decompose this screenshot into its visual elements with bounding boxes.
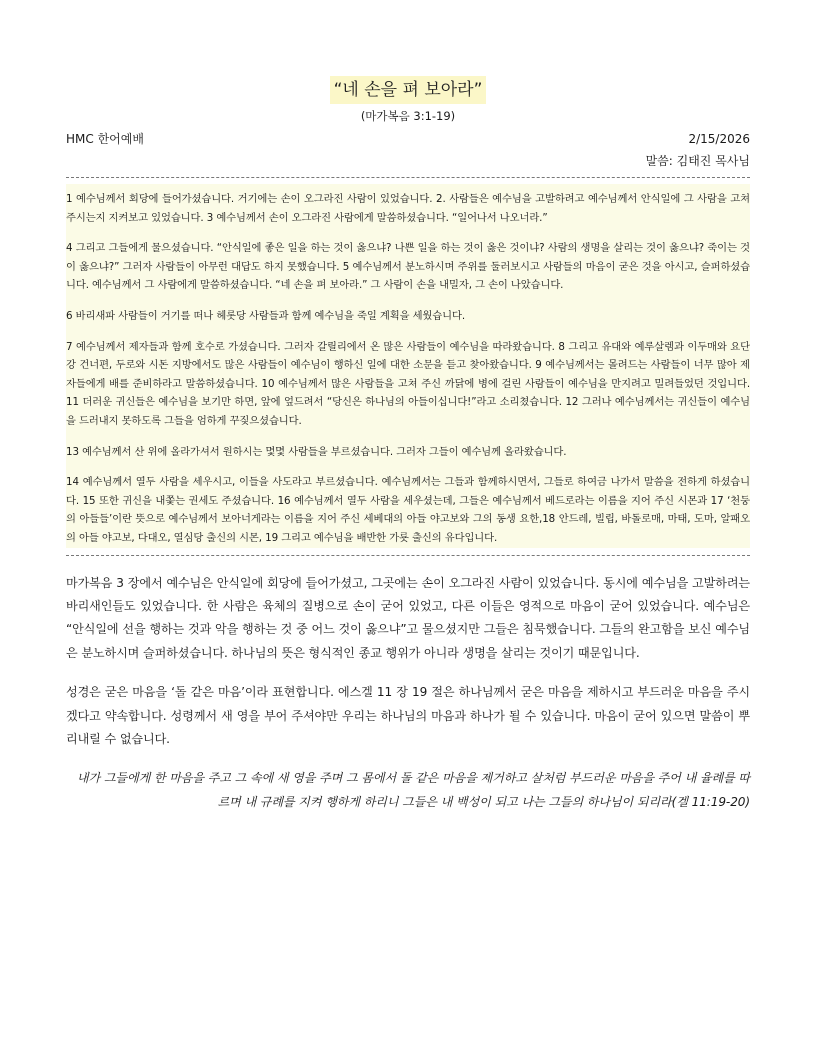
sermon-paragraph: 성경은 굳은 마음을 ‘돌 같은 마음’이라 표현합니다. 에스겔 11 장 19 절은 하나님께서 굳은 마음을 제하시고 부드러운 마음을 주시겠다고 약속합니다. 성령께서 새 영을 부어 주셔야만 우리는 하나님의 마음과 하나가 될 수 있습니다. 마음이 굳어 있으면 말씀이 뿌리내릴 수 없습니다. [66,685,750,746]
scripture-reference: (마가복음 3:1-19) [360,109,456,123]
bible-quote: 내가 그들에게 한 마음을 주고 그 속에 새 영을 주며 그 몸에서 돌 같은 마음을 제거하고 살처럼 부드러운 마음을 주어 내 율례를 따르며 내 규례를 지켜 행하게 하리니 그들은 내 백성이 되고 나는 그들의 하나님이 되리라(겔 11:19-20) [76,771,750,809]
scripture-paragraph: 7 예수님께서 제자들과 함께 호수로 가셨습니다. 그러자 갈릴리에서 온 많은 사람들이 예수님을 따라왔습니다. 8 그리고 유대와 예루살렘과 이두매와 요단강 건너편, 두로와 시돈 지방에서도 많은 사람들이 예수님이 행하신 일에 대한 소문을 듣고 찾아왔습니다. 9 예수님께서는 몰려드는 사람들이 너무 많아 제자들에게 배를 준비하라고 말씀하셨습니다. 10 예수님께서 많은 사람들을 고쳐 주신 까닭에 병에 걸린 사람들이 예수님을 만지려고 밀려들었던 것입니다. 11 더러운 귀신들은 예수님을 보기만 하면, 앞에 엎드려서 “당신은 하나님의 아들이십니다!”라고 소리쳤습니다. 12 그러나 예수님께서는 귀신들이 예수님을 드러내지 못하도록 그들을 엄하게 꾸짖으셨습니다. [66,340,750,427]
sermon-title: “네 손을 펴 보아라” [330,76,487,104]
service-date: 2/15/2026 [688,132,750,146]
scripture-paragraph: 6 바리새파 사람들이 거기를 떠나 헤롯당 사람들과 함께 예수님을 죽일 계획을 세웠습니다. [66,309,466,322]
scripture-paragraph: 14 예수님께서 열두 사람을 세우시고, 이들을 사도라고 부르셨습니다. 예수님께서는 그들과 함께하시면서, 그들로 하여금 나가서 말씀을 전하게 하셨습니다. 15 또한 귀신을 내쫓는 권세도 주셨습니다. 16 예수님께서 열두 사람을 세우셨는데, 그들은 예수님께서 베드로라는 이름을 지어 주신 시몬과 17 ‘천둥의 아들들’이란 뜻으로 예수님께서 보아너게라는 이름을 지어 주신 세베대의 아들 야고보와 그의 동생 요한,18 안드레, 빌립, 바돌로매, 마태, 도마, 알패오의 아들 야고보, 다대오, 열심당 출신의 시몬, 19 그리고 예수님을 배반한 가룟 출신의 유다입니다. [66,476,750,544]
scripture-paragraph: 13 예수님께서 산 위에 올라가셔서 원하시는 몇몇 사람들을 부르셨습니다. 그러자 그들이 예수님께 올라왔습니다. [66,445,567,458]
scripture-paragraph: 4 그리고 그들에게 물으셨습니다. “안식일에 좋은 일을 하는 것이 옳으냐? 나쁜 일을 하는 것이 옳은 것이냐? 사람의 생명을 살리는 것이 옳으냐? 죽이는 것이 옳으냐?” 그러자 사람들이 아무런 대답도 하지 못했습니다. 5 예수님께서 분노하시며 주위를 둘러보시고 사람들의 마음이 굳은 것을 아시고, 슬퍼하셨습니다. 예수님께서 그 사람에게 말씀하셨습니다. “네 손을 펴 보아라.” 그 사람이 손을 내밀자, 그 손이 나았습니다. [66,242,750,292]
meta-row [66,130,750,148]
sermon-body [66,572,750,752]
scripture-passage [66,184,750,548]
congregation-name: HMC 한어예배 [66,132,144,146]
scripture-paragraph: 1 예수님께서 회당에 들어가셨습니다. 거기에는 손이 오그라진 사람이 있었습니다. 2. 사람들은 예수님을 고발하려고 예수님께서 안식일에 그 사람을 고쳐 주시는지 지켜보고 있었습니다. 3 예수님께서 손이 오그라진 사람에게 말씀하셨습니다. “일어나서 나오너라.” [66,193,750,224]
title-wrap [66,76,750,104]
preacher-line: 말씀: 김태진 목사님 [645,154,750,168]
divider-bottom [66,555,750,556]
sermon-paragraph: 마가복음 3 장에서 예수님은 안식일에 회당에 들어가셨고, 그곳에는 손이 오그라진 사람이 있었습니다. 동시에 예수님을 고발하려는 바리새인들도 있었습니다. 한 사람은 육체의 질병으로 손이 굳어 있었고, 다른 이들은 영적으로 마음이 굳어 있었습니다. 예수님은 “안식일에 선을 행하는 것과 악을 행하는 것 중 어느 것이 옳으냐”고 물으셨지만 그들은 침묵했습니다. 그들의 완고함을 보신 예수님은 분노하시며 슬퍼하셨습니다. 하나님의 뜻은 형식적인 종교 행위가 아니라 생명을 살리는 것이기 때문입니다. [66,575,750,660]
divider-top [66,177,750,178]
